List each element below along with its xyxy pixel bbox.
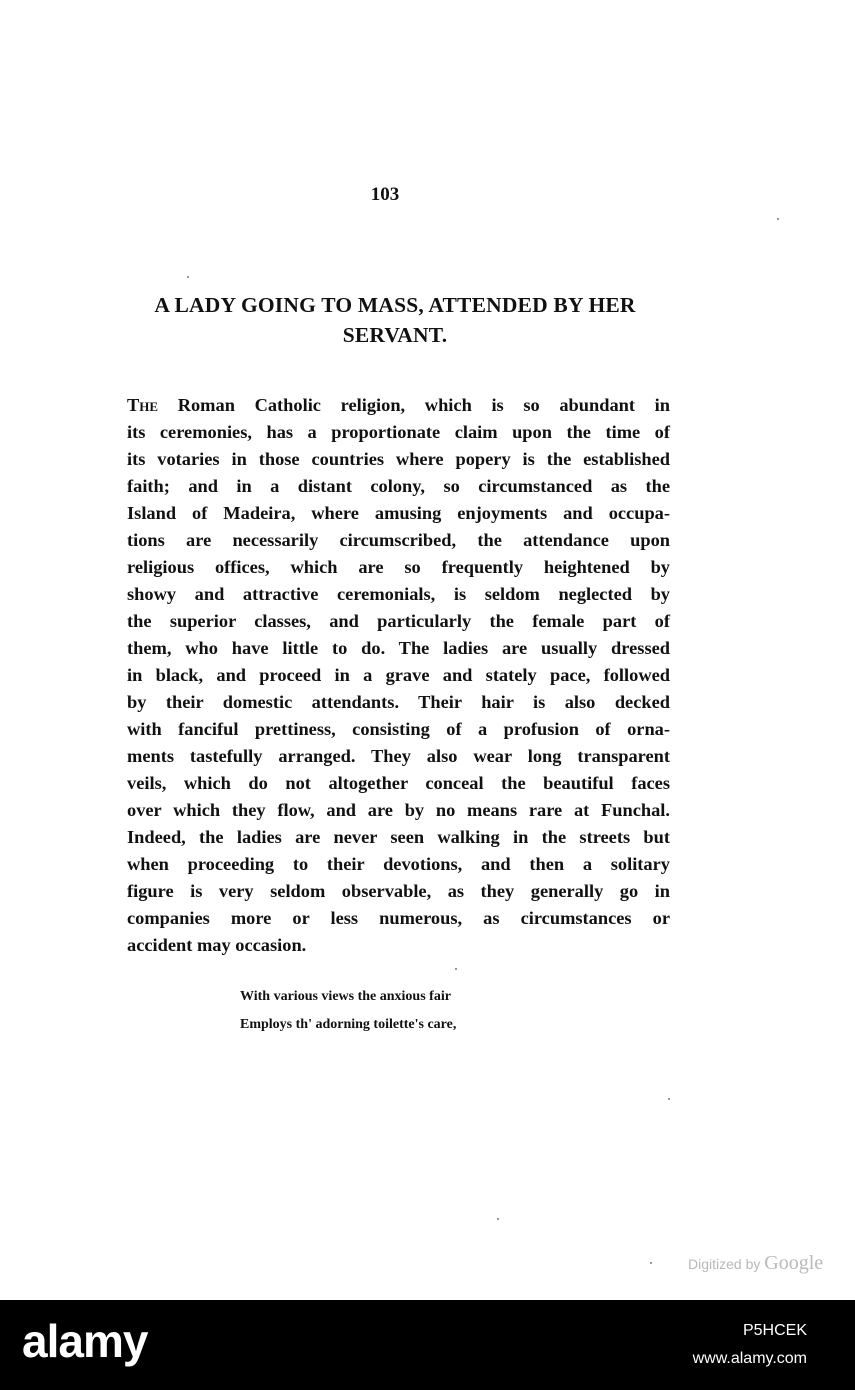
body-line: The Roman Catholic religion, which is so abundant in — [127, 395, 670, 415]
body-line: with fanciful prettiness, consisting of a profusion of orna- — [127, 719, 670, 739]
poem-excerpt — [240, 983, 456, 1039]
image-code: P5HCEK — [742, 1322, 807, 1339]
poem-line: Employs th' adorning toilette's care, — [240, 1017, 457, 1032]
digitized-prefix: Digitized by — [688, 1256, 761, 1272]
body-line: accident may occasion. — [127, 935, 307, 955]
digitized-watermark — [688, 1252, 823, 1275]
chapter-title: A LADY GOING TO MASS, ATTENDED BY HER SERVANT. — [154, 293, 636, 347]
body-line: tions are necessarily circumscribed, the attendance upon — [127, 530, 670, 550]
body-line: Indeed, the ladies are never seen walking in the streets but — [127, 827, 670, 847]
body-line: showy and attractive ceremonials, is seldom neglected by — [127, 584, 670, 604]
body-line: religious offices, which are so frequently heightened by — [127, 557, 670, 577]
body-line: companies more or less numerous, as circumstances or — [127, 908, 670, 928]
body-line: veils, which do not altogether conceal the beautiful faces — [127, 773, 670, 793]
body-line: by their domestic attendants. Their hair is also decked — [127, 692, 670, 712]
stock-footer-bar — [0, 1300, 855, 1390]
body-paragraph — [127, 392, 670, 959]
alamy-logo: alamy — [22, 1315, 148, 1367]
scan-speck — [668, 1098, 670, 1100]
scan-speck — [497, 1218, 499, 1220]
body-line: Island of Madeira, where amusing enjoyments and occupa- — [127, 503, 670, 523]
body-line: when proceeding to their devotions, and then a solitary — [127, 854, 670, 874]
poem-line: With various views the anxious fair — [240, 989, 451, 1004]
body-line: faith; and in a distant colony, so circumstanced as the — [127, 476, 670, 496]
scan-speck — [777, 218, 779, 220]
body-line: in black, and proceed in a grave and stately pace, followed — [127, 665, 670, 685]
google-logo: Google — [764, 1252, 824, 1274]
body-line: ments tastefully arranged. They also wear long transparent — [127, 746, 670, 766]
body-line: over which they flow, and are by no means rare at Funchal. — [127, 800, 670, 820]
page-number: 103 — [370, 184, 400, 205]
body-line: figure is very seldom observable, as they generally go in — [127, 881, 670, 901]
body-line: them, who have little to do. The ladies are usually dressed — [127, 638, 670, 658]
scan-speck — [650, 1262, 652, 1264]
scan-speck — [187, 276, 189, 278]
drop-word: The — [127, 395, 159, 415]
site-url: www.alamy.com — [692, 1350, 807, 1367]
body-line: its votaries in those countries where popery is the established — [127, 449, 670, 469]
body-line: the superior classes, and particularly the female part of — [127, 611, 670, 631]
body-line: its ceremonies, has a proportionate claim upon the time of — [127, 422, 670, 442]
scan-speck — [455, 968, 457, 970]
